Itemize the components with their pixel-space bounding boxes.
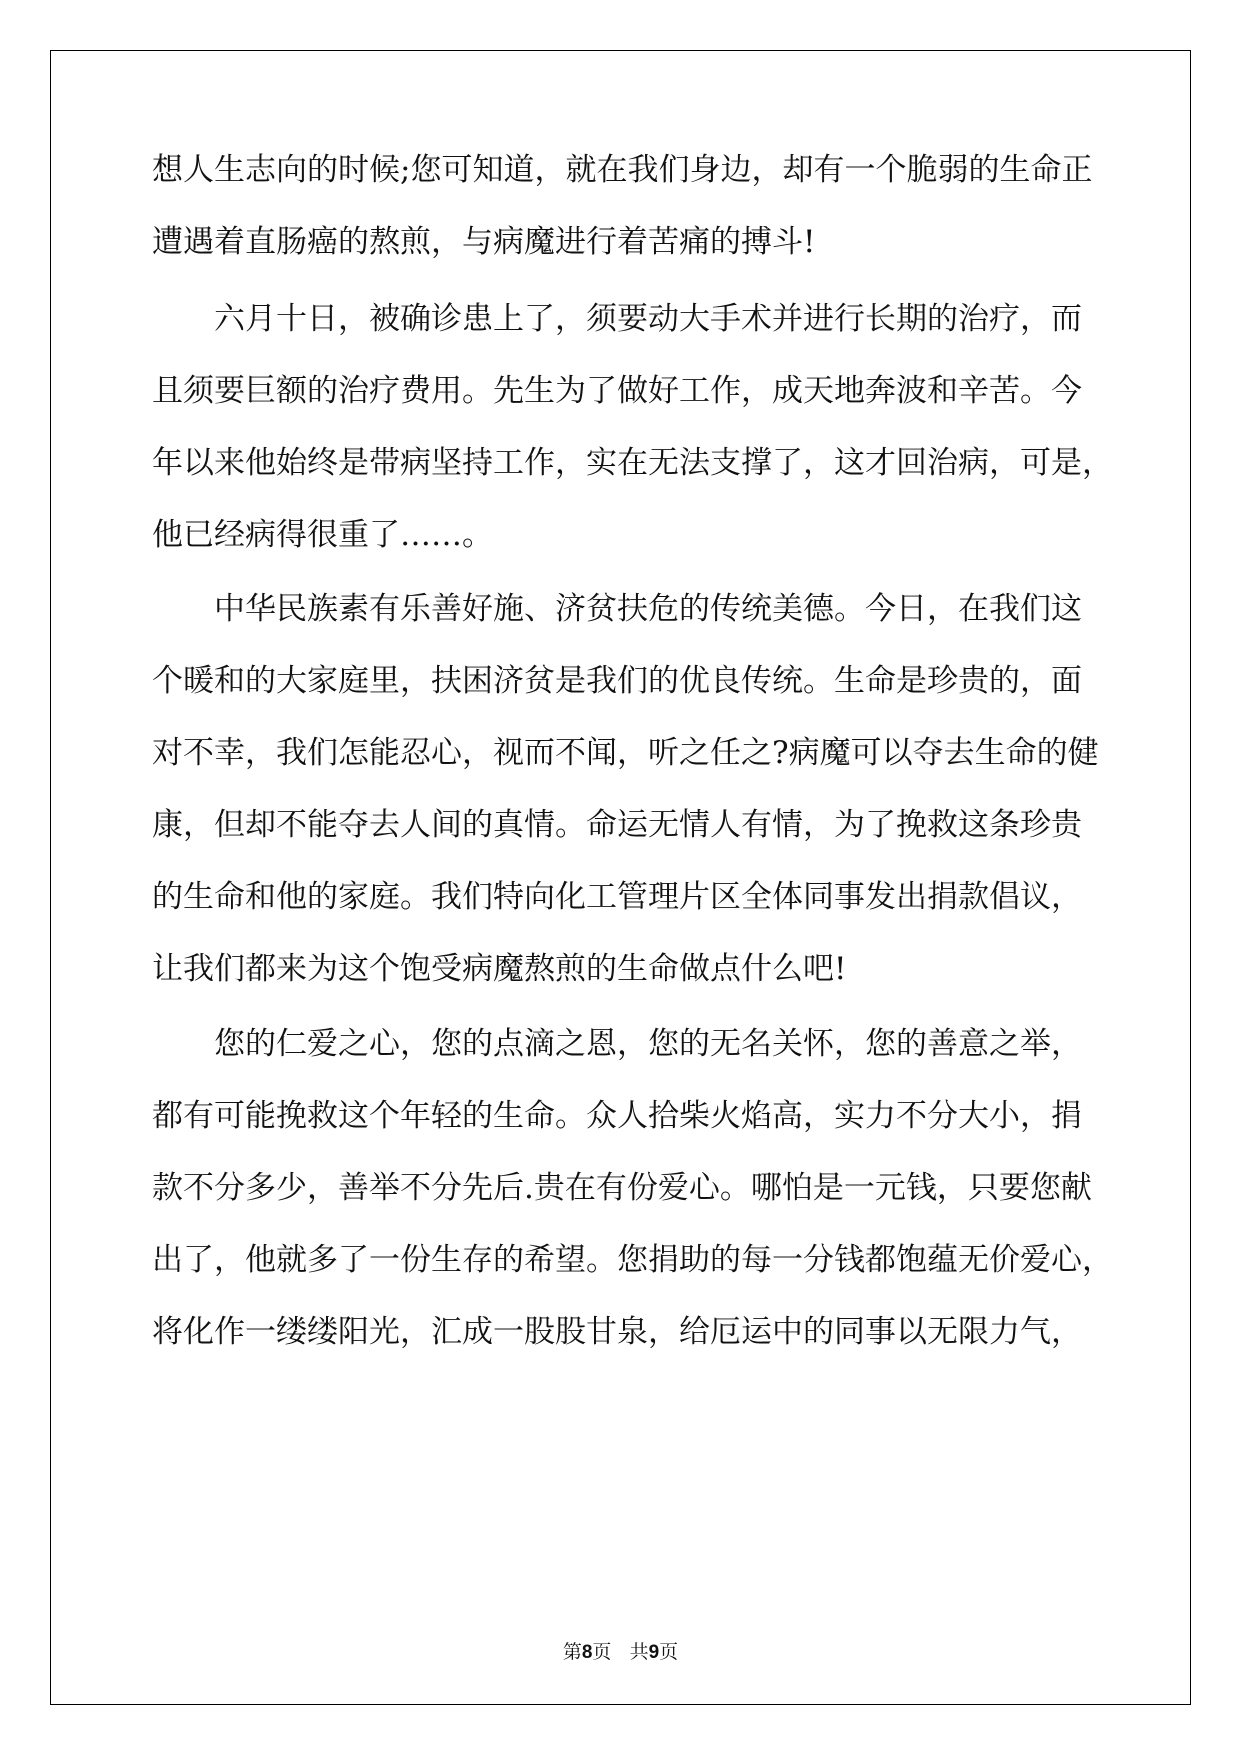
text-line: 中华民族素有乐善好施、济贫扶危的传统美德。今日，在我们这 — [214, 591, 1082, 627]
text-line: 年以来他始终是带病坚持工作，实在无法支撑了，这才回治病，可是， — [152, 445, 1113, 481]
text-line: 的生命和他的家庭。我们特向化工管理片区全体同事发出捐款倡议， — [152, 879, 1082, 915]
text-line: 让我们都来为这个饱受病魔熬煎的生命做点什么吧! — [152, 951, 847, 987]
page-footer — [0, 1637, 1241, 1664]
text-line: 个暖和的大家庭里，扶困济贫是我们的优良传统。生命是珍贵的，面 — [152, 663, 1082, 699]
footer-total-pages: 9 — [648, 1642, 660, 1663]
footer-total-prefix: 共 — [629, 1641, 649, 1663]
text-line: 六月十日，被确诊患上了，须要动大手术并进行长期的治疗，而 — [214, 301, 1082, 337]
footer-page-number: 8 — [581, 1642, 593, 1663]
text-line: 想人生志向的时候;您可知道，就在我们身边，却有一个脆弱的生命正 — [152, 152, 1093, 188]
text-line: 款不分多少，善举不分先后.贵在有份爱心。哪怕是一元钱，只要您献 — [152, 1170, 1092, 1206]
text-line: 将化作一缕缕阳光，汇成一股股甘泉，给厄运中的同事以无限力气， — [152, 1314, 1082, 1350]
text-line: 康，但却不能夺去人间的真情。命运无情人有情，为了挽救这条珍贵 — [152, 807, 1082, 843]
text-line: 出了，他就多了一份生存的希望。您捐助的每一分钱都饱蕴无价爱心， — [152, 1242, 1113, 1278]
footer-total-suffix: 页 — [659, 1641, 679, 1663]
text-line: 都有可能挽救这个年轻的生命。众人拾柴火焰高，实力不分大小，捐 — [152, 1098, 1082, 1134]
text-line: 对不幸，我们怎能忍心，视而不闻，听之任之?病魔可以夺去生命的健 — [152, 735, 1099, 771]
text-line: 且须要巨额的治疗费用。先生为了做好工作，成天地奔波和辛苦。今 — [152, 373, 1082, 409]
footer-page-prefix: 第 — [562, 1641, 582, 1663]
footer-page-suffix: 页 — [592, 1641, 612, 1663]
text-line: 他已经病得很重了……。 — [152, 517, 493, 553]
text-line: 您的仁爱之心，您的点滴之恩，您的无名关怀，您的善意之举， — [214, 1026, 1082, 1062]
text-line: 遭遇着直肠癌的熬煎，与病魔进行着苦痛的搏斗! — [152, 224, 816, 260]
